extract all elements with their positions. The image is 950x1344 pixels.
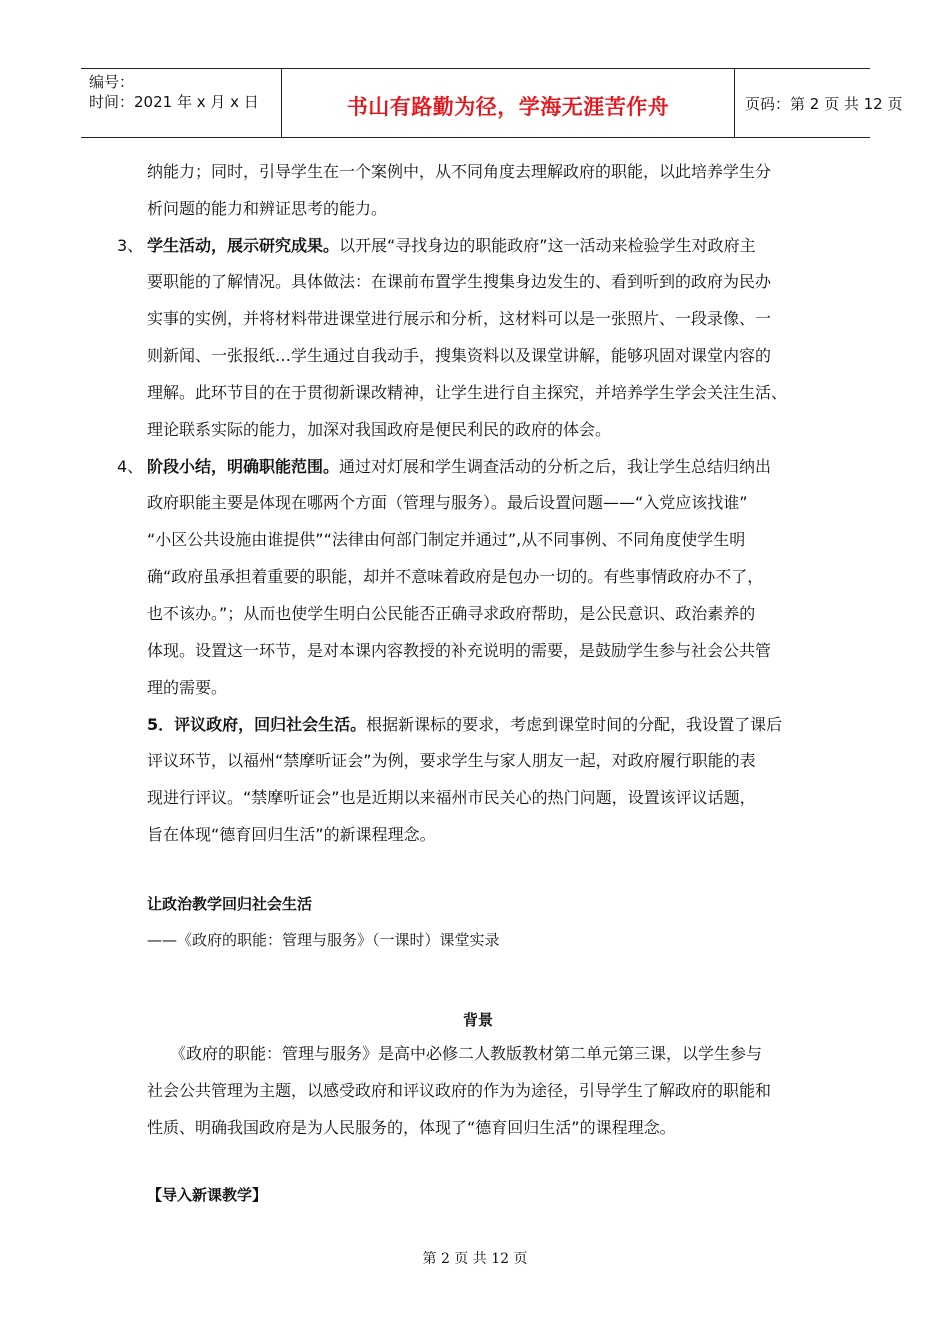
- header-motto-cell: [282, 69, 735, 137]
- text-line: 旨在体现“德育回归生活”的新课程理念。: [147, 825, 436, 844]
- page-info: 页码：第 2 页 共 12 页: [745, 95, 903, 113]
- article-title: 让政治教学回归社会生活: [147, 895, 313, 913]
- header-page-cell: [735, 69, 903, 137]
- list-item: [147, 457, 771, 477]
- section-heading: 背景: [463, 1011, 494, 1029]
- number-label: 编号：: [89, 73, 135, 91]
- text-line: 则新闻、一张报纸…学生通过自我动手，搜集资料以及课堂讲解，能够巩固对课堂内容的: [147, 346, 772, 365]
- item-heading: 学生活动，展示研究成果。: [147, 236, 340, 255]
- text-line: 要职能的了解情况。具体做法：在课前布置学生搜集身边发生的、看到听到的政府为民办: [147, 272, 772, 291]
- text-line: 体现。设置这一环节，是对本课内容教授的补充说明的需要，是鼓励学生参与社会公共管: [147, 641, 772, 660]
- item-text: 根据新课标的要求，考虑到课堂时间的分配，我设置了课后: [366, 715, 783, 734]
- text-line: 确“政府虽承担着重要的职能，却并不意味着政府是包办一切的。有些事情政府办不了，: [147, 567, 764, 586]
- motto: 书山有路勤为径，学海无涯苦作舟: [346, 95, 670, 119]
- text-line: 《政府的职能：管理与服务》是高中必修二人教版教材第二单元第三课，以学生参与: [170, 1044, 763, 1063]
- text-line: 现进行评议。“禁摩听证会”也是近期以来福州市民关心的热门问题，设置该评议话题，: [147, 788, 756, 807]
- item-number: 3、: [117, 236, 144, 255]
- document-header: [81, 68, 903, 138]
- text-line: 析问题的能力和辨证思考的能力。: [147, 199, 388, 218]
- list-item: [147, 236, 756, 256]
- text-line: 理论联系实际的能力，加深对我国政府是便民利民的政府的体会。: [147, 420, 612, 439]
- text-line: 评议环节，以福州“禁摩听证会”为例，要求学生与家人朋友一起，对政府履行职能的表: [147, 751, 756, 770]
- time-label: 时间：2021 年 x 月 x 日: [89, 93, 259, 111]
- text-line: 也不该办。”；从而也使学生明白公民能否正确寻求政府帮助，是公民意识、政治素养的: [147, 604, 756, 623]
- item-heading: 阶段小结，明确职能范围。: [147, 457, 340, 476]
- text-line: 理的需要。: [147, 678, 228, 697]
- text-line: 政府职能主要是体现在哪两个方面（管理与服务）。最后设置问题——“入党应该找谁”: [147, 493, 748, 512]
- header-left-cell: [81, 69, 282, 137]
- item-heading: 5．评议政府，回归社会生活。: [147, 715, 367, 734]
- text-line: “小区公共设施由谁提供”“法律由何部门制定并通过”,从不同事例、不同角度使学生明: [147, 530, 746, 549]
- list-item: [147, 715, 782, 735]
- text-line: 性质、明确我国政府是为人民服务的，体现了“德育回归生活”的课程理念。: [147, 1118, 676, 1137]
- item-number: 4、: [117, 457, 144, 476]
- text-line: 纳能力；同时，引导学生在一个案例中，从不同角度去理解政府的职能，以此培养学生分: [147, 162, 772, 181]
- article-subtitle: ——《政府的职能：管理与服务》（一课时）课堂实录: [147, 931, 500, 949]
- page-footer: 第 2 页 共 12 页: [422, 1251, 528, 1267]
- text-line: 社会公共管理为主题，以感受政府和评议政府的作为为途径，引导学生了解政府的职能和: [147, 1081, 772, 1100]
- text-line: 实事的实例，并将材料带进课堂进行展示和分析，这材料可以是一张照片、一段录像、一: [147, 309, 772, 328]
- item-text: 以开展“寻找身边的职能政府”这一活动来检验学生对政府主: [339, 236, 756, 255]
- item-text: 通过对灯展和学生调查活动的分析之后，我让学生总结归纳出: [339, 457, 772, 476]
- text-line: 理解。此环节目的在于贯彻新课改精神，让学生进行自主探究，并培养学生学会关注生活、: [147, 383, 788, 402]
- section-heading: 【导入新课教学】: [147, 1186, 268, 1204]
